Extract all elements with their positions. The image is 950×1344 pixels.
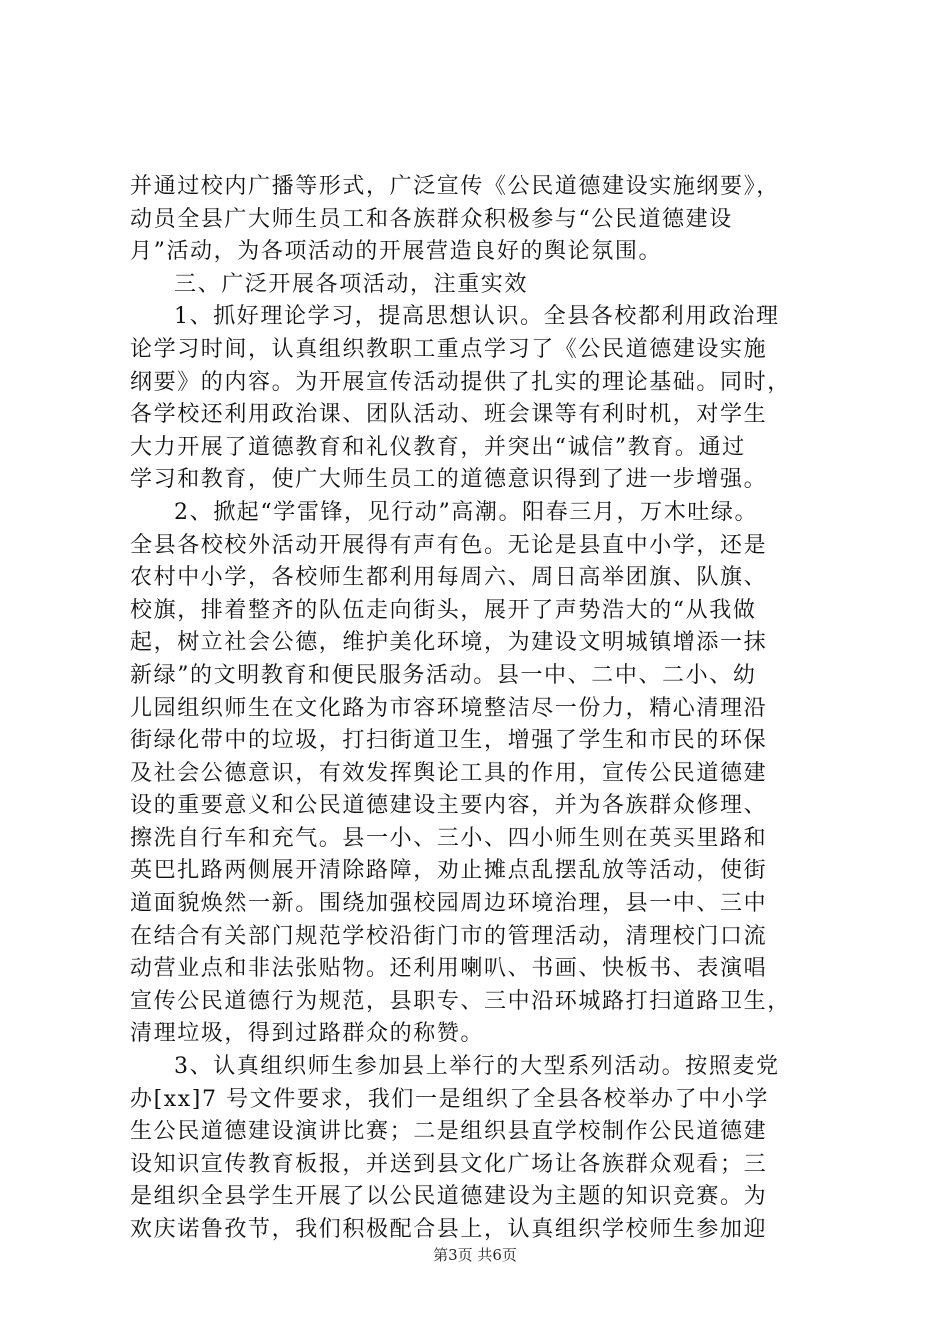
- body-line: 动员全县广大师生员工和各族群众积极参与“公民道德建设: [130, 206, 733, 232]
- body-line: 生公民道德建设演讲比赛；二是组织县直学校制作公民道德建: [130, 1119, 768, 1145]
- body-line: 英巴扎路两侧展开清除路障，劝止摊点乱摆乱放等活动，使街: [130, 858, 768, 884]
- body-line: 擦洗自行车和充气。县一小、三小、四小师生则在英买里路和: [130, 825, 768, 851]
- body-line: 在结合有关部门规范学校沿街门市的管理活动，清理校门口流: [130, 923, 768, 949]
- body-line: 农村中小学，各校师生都利用每周六、周日高举团旗、队旗、: [130, 565, 768, 591]
- paragraph-start-line: 1、抓好理论学习，提高思想认识。全县各校都利用政治理: [174, 304, 780, 330]
- paragraph-start-line: 2、掀起“学雷锋，见行动”高潮。阳春三月，万木吐绿。: [174, 499, 759, 525]
- body-line: 办[xx]7 号文件要求，我们一是组织了全县各校举办了中小学: [130, 1086, 769, 1112]
- body-line: 纲要》的内容。为开展宣传活动提供了扎实的理论基础。同时，: [130, 369, 791, 395]
- body-line: 欢庆诺鲁孜节，我们积极配合县上，认真组织学校师生参加迎: [130, 1217, 768, 1242]
- body-line: 月”活动，为各项活动的开展营造良好的舆论氛围。: [130, 239, 663, 265]
- body-line: 各学校还利用政治课、团队活动、班会课等有利时机，对学生: [130, 402, 768, 428]
- body-line: 道面貌焕然一新。围绕加强校园周边环境治理，县一中、三中: [130, 891, 768, 917]
- body-line: 是组织全县学生开展了以公民道德建设为主题的知识竞赛。为: [130, 1184, 768, 1210]
- body-line: 清理垃圾，得到过路群众的称赞。: [130, 1021, 485, 1047]
- document-body: [130, 171, 834, 1247]
- body-line: 动营业点和非法张贴物。还利用喇叭、书画、快板书、表演唱: [130, 956, 768, 982]
- body-line: 大力开展了道德教育和礼仪教育，并突出“诚信”教育。通过: [130, 434, 746, 460]
- section-heading: 三、广泛开展各项活动，注重实效: [174, 271, 529, 297]
- body-line: 全县各校校外活动开展得有声有色。无论是县直中小学，还是: [130, 532, 768, 558]
- body-line: 论学习时间，认真组织教职工重点学习了《公民道德建设实施: [130, 336, 768, 362]
- body-line: 校旗，排着整齐的队伍走向街头，展开了声势浩大的“从我做: [130, 597, 757, 623]
- body-line: 新绿”的文明教育和便民服务活动。县一中、二中、二小、幼: [130, 662, 757, 688]
- paragraph-start-line: 3、认真组织师生参加县上举行的大型系列活动。按照麦党: [174, 1054, 780, 1080]
- body-line: 儿园组织师生在文化路为市容环境整洁尽一份力，精心清理沿: [130, 695, 768, 721]
- body-line: 及社会公德意识，有效发挥舆论工具的作用，宣传公民道德建: [130, 760, 768, 786]
- body-line: 设知识宣传教育板报，并送到县文化广场让各族群众观看；三: [130, 1151, 768, 1177]
- page-number-footer: 第3页 共6页: [433, 1246, 517, 1264]
- body-line: 学习和教育，使广大师生员工的道德意识得到了进一步增强。: [130, 467, 768, 493]
- body-line: 并通过校内广播等形式，广泛宣传《公民道德建设实施纲要》，: [130, 174, 780, 199]
- body-line: 街绿化带中的垃圾，打扫街道卫生，增强了学生和市民的环保: [130, 728, 768, 754]
- body-line: 起，树立社会公德，维护美化环境，为建设文明城镇增添一抹: [130, 630, 768, 656]
- body-line: 设的重要意义和公民道德建设主要内容，并为各族群众修理、: [130, 793, 768, 819]
- body-line: 宣传公民道德行为规范，县职专、三中沿环城路打扫道路卫生，: [130, 988, 791, 1014]
